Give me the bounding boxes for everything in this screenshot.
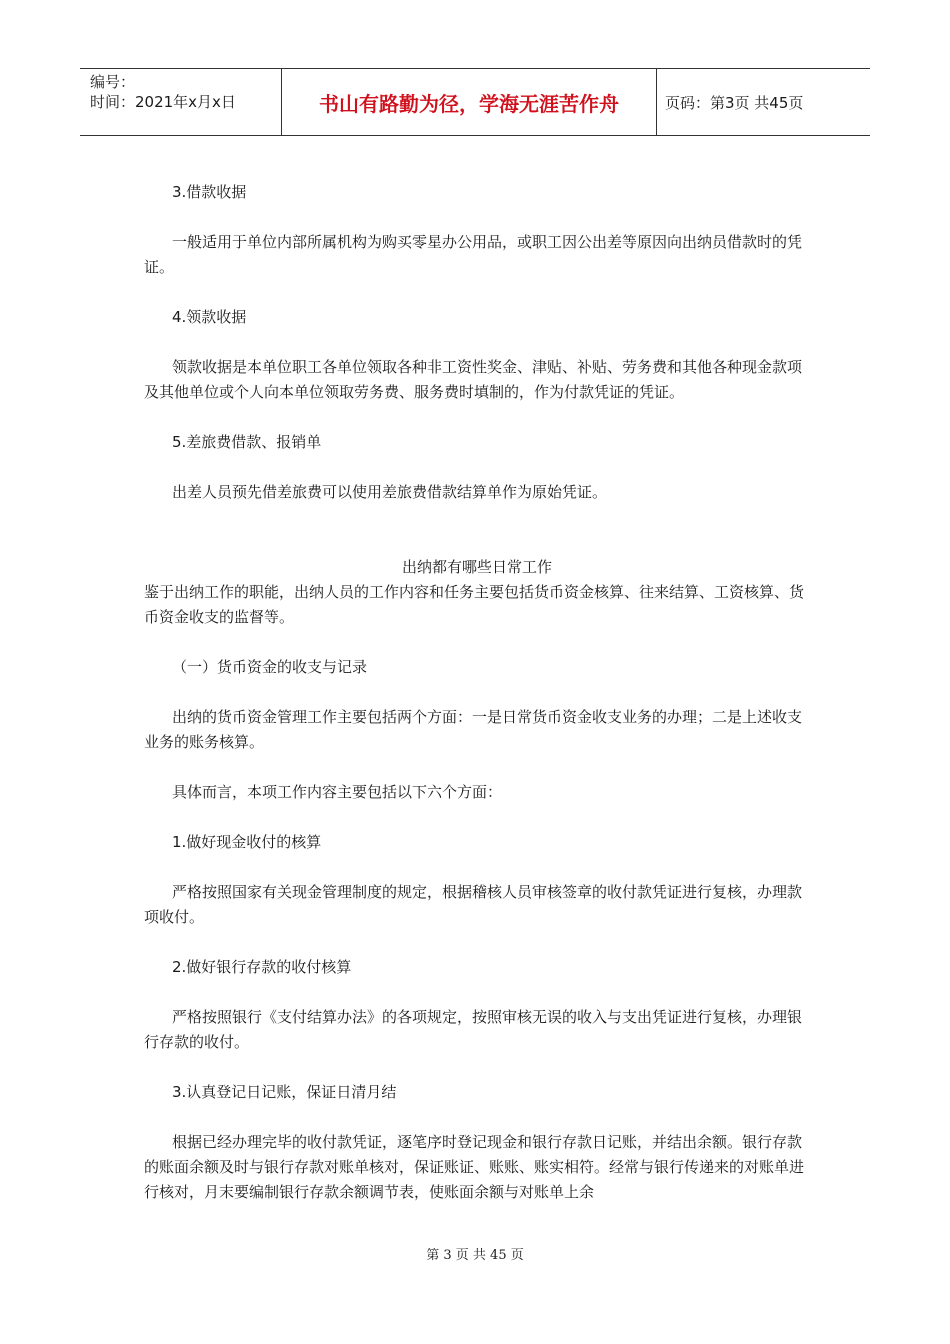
code-label: 编号： xyxy=(90,73,136,91)
paragraph: 领款收据是本单位职工各单位领取各种非工资性奖金、津贴、补贴、劳务费和其他各种现金款项及其他单位或个人向本单位领取劳务费、服务费时填制的，作为付款凭证的凭证。 xyxy=(144,358,803,401)
paragraph: 一般适用于单位内部所属机构为购买零星办公用品，或职工因公出差等原因向出纳员借款时的凭证。 xyxy=(144,233,803,276)
section-title: 出纳都有哪些日常工作 xyxy=(401,558,552,576)
header-page-label: 页码：第3页 共45页 xyxy=(665,93,804,112)
header-slogan: 书山有路勤为径，学海无涯苦作舟 xyxy=(282,69,657,135)
heading-travel-expense: 5.差旅费借款、报销单 xyxy=(172,433,322,451)
paragraph: 严格按照国家有关现金管理制度的规定，根据稽核人员审核签章的收付款凭证进行复核，办理款项收付。 xyxy=(144,883,803,926)
paragraph: 具体而言，本项工作内容主要包括以下六个方面： xyxy=(172,783,503,801)
heading-loan-receipt: 3.借款收据 xyxy=(172,183,247,201)
header-meta xyxy=(80,69,282,135)
subheading-cash-management: （一）货币资金的收支与记录 xyxy=(172,658,368,676)
date-label: 时间：2021年x月x日 xyxy=(90,93,236,111)
paragraph: 出纳的货币资金管理工作主要包括两个方面：一是日常货币资金收支业务的办理；二是上述收支业务的账务核算。 xyxy=(144,708,803,751)
heading-cash-accounting: 1.做好现金收付的核算 xyxy=(172,833,322,851)
page-header xyxy=(80,68,870,136)
heading-bank-accounting: 2.做好银行存款的收付核算 xyxy=(172,958,352,976)
paragraph: 根据已经办理完毕的收付款凭证，逐笔序时登记现金和银行存款日记账，并结出余额。银行存款的账面余额及时与银行存款对账单核对，保证账证、账账、账实相符。经常与银行传递来的对账单进行核对，月末要编制银行存款余额调节表，使账面余额与对账单上余 xyxy=(144,1133,805,1201)
heading-collection-receipt: 4.领款收据 xyxy=(172,308,247,326)
paragraph: 鉴于出纳工作的职能，出纳人员的工作内容和任务主要包括货币资金核算、往来结算、工资核算、货币资金收支的监督等。 xyxy=(144,583,805,626)
heading-journal: 3.认真登记日记账，保证日清月结 xyxy=(172,1083,397,1101)
paragraph: 严格按照银行《支付结算办法》的各项规定，按照审核无误的收入与支出凭证进行复核，办理银行存款的收付。 xyxy=(144,1008,803,1051)
document-body xyxy=(144,180,810,1205)
page-footer: 第 3 页 共 45 页 xyxy=(426,1248,524,1263)
paragraph: 出差人员预先借差旅费可以使用差旅费借款结算单作为原始凭证。 xyxy=(172,483,608,501)
